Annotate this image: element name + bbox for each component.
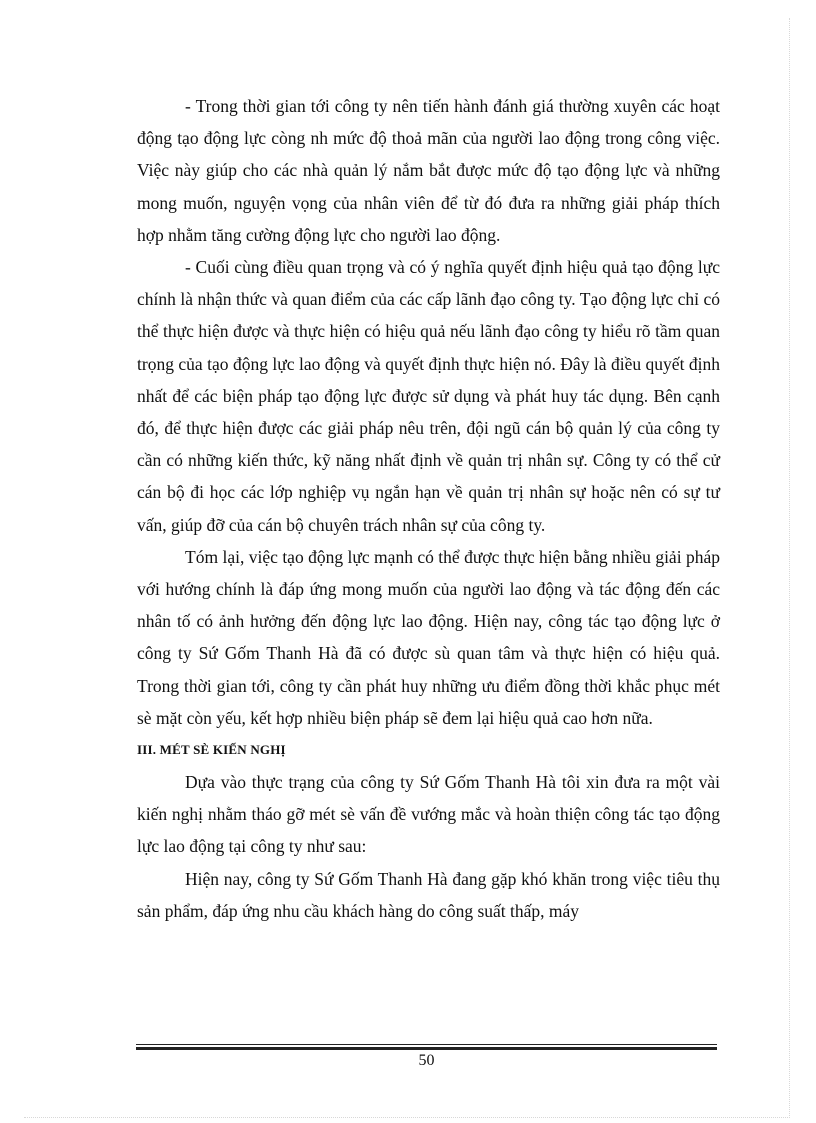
document-body (137, 90, 720, 927)
paragraph-evaluation: - Trong thời gian tới công ty nên tiến hành đánh giá thường xuyên các hoạt động tạo động lực còng nh mức độ thoả mãn của người lao động trong công việc. Việc này giúp cho các nhà quản lý nắm bắt được mức độ tạo động lực và những mong muốn, nguyện vọng của nhân viên để từ đó đưa ra những giải pháp thích hợp nhằm tăng cường động lực cho người lao động. (137, 96, 720, 245)
page-number: 50 (418, 1052, 435, 1069)
paragraph-current-situation: Hiện nay, công ty Sứ Gốm Thanh Hà đang gặp khó khăn trong việc tiêu thụ sản phẩm, đáp ứng nhu cầu khách hàng do công suất thấp, máy (137, 868, 720, 921)
paragraph-conclusion: Tóm lại, việc tạo động lực mạnh có thể được thực hiện bằng nhiều giải pháp với hướng chính là đáp ứng mong muốn của người lao động và tác động đến các nhân tố có ảnh hưởng đến động lực lao động. Hiện nay, công tác tạo động lực ở công ty Sứ Gốm Thanh Hà đã có được sù quan tâm và thực hiện có hiệu quả. Trong thời gian tới, công ty cần phát huy những ưu điểm đồng thời khắc phục mét sè mặt còn yếu, kết hợp nhiều biện pháp sẽ đem lại hiệu quả cao hơn nữa. (137, 546, 720, 728)
paragraph-leadership: - Cuối cùng điều quan trọng và có ý nghĩa quyết định hiệu quả tạo động lực chính là nhận thức và quan điểm của các cấp lãnh đạo công ty. Tạo động lực chỉ có thể thực hiện được và thực hiện có hiệu quả nếu lãnh đạo công ty hiểu rõ tầm quan trọng của tạo động lực lao động và quyết định thực hiện nó. Đây là điều quyết định nhất để các biện pháp tạo động lực được sử dụng và phát huy tác dụng. Bên cạnh đó, để thực hiện được các giải pháp nêu trên, đội ngũ cán bộ quản lý của công ty cần có những kiến thức, kỹ năng nhất định về quản trị nhân sự. Công ty có thể cử cán bộ đi học các lớp nghiệp vụ ngắn hạn về quản trị nhân sự hoặc nên có sự tư vấn, giúp đỡ của cán bộ chuyên trách nhân sự của công ty. (137, 257, 720, 535)
section-heading: III. MÉT SÈ KIẾN NGHỊ (137, 742, 286, 758)
footer-double-rule (136, 1044, 717, 1050)
paragraph-recommendation-intro: Dựa vào thực trạng của công ty Sứ Gốm Thanh Hà tôi xin đưa ra một vài kiến nghị nhằm tháo gỡ mét sè vấn đề vướng mắc và hoàn thiện công tác tạo động lực lao động tại công ty như sau: (137, 772, 720, 857)
